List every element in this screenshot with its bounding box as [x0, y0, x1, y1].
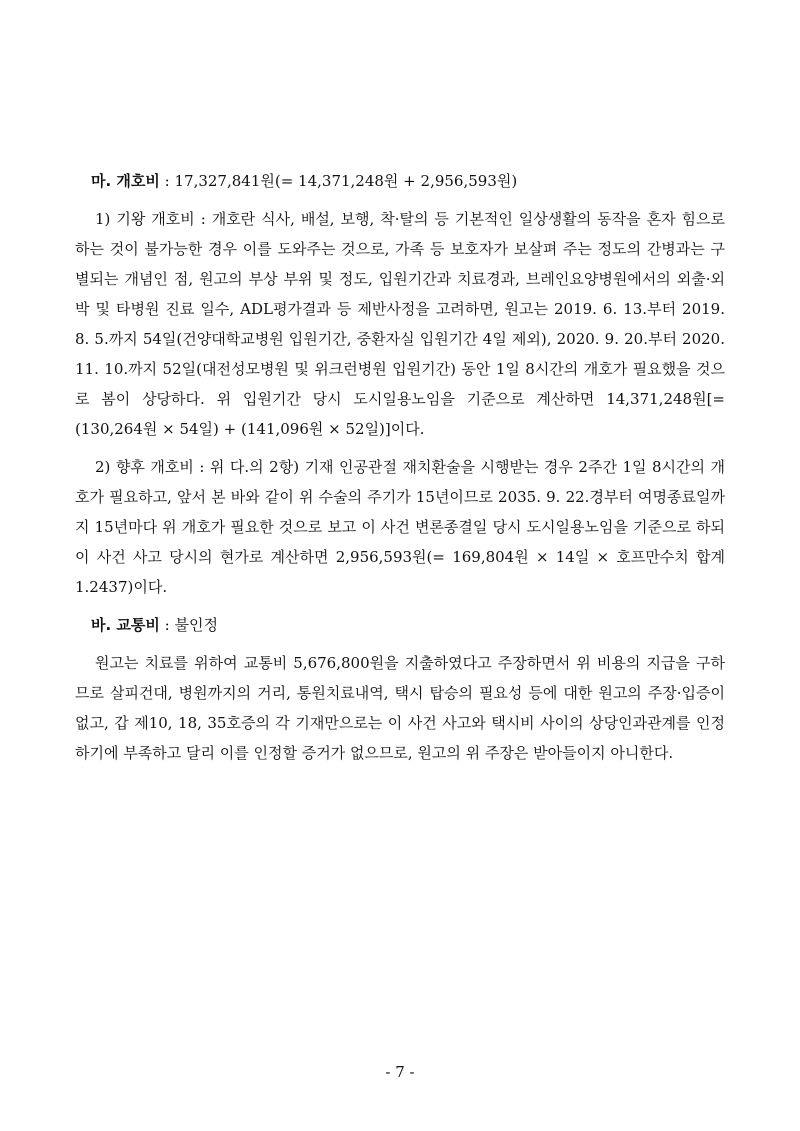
section-value: : 17,327,841원(= 14,371,248원 + 2,956,593원): [159, 172, 518, 190]
section-label: 바. 교통비: [91, 616, 160, 634]
section-heading-transport-cost: [75, 610, 725, 640]
section-label: 마. 개호비: [91, 172, 160, 190]
section-heading-nursing-cost: [75, 166, 725, 196]
paragraph-transport-cost: 원고는 치료를 위하여 교통비 5,676,800원을 지출하였다고 주장하면서 위 비용의 지급을 구하므로 살피건대, 병원까지의 거리, 통원치료내역, 택시 탑승의 필요성 등에 대한 원고의 주장·입증이 없고, 갑 제10, 18, 35호증의 각 기재만으로는 이 사건 사고와 택시비 사이의 상당인과관계를 인정하기에 부족하고 달리 이를 인정할 증거가 없으므로, 원고의 위 주장은 받아들이지 아니한다.: [75, 654, 726, 762]
paragraph-future-nursing-cost: 2) 향후 개호비 : 위 다.의 2항) 기재 인공관절 재치환술을 시행받는 경우 2주간 1일 8시간의 개호가 필요하고, 앞서 본 바와 같이 위 수술의 주기가 15년이므로 2035. 9. 22.경부터 여명종료일까지 15년마다 위 개호가 필요한 것으로 보고 이 사건 변론종결일 당시 도시일용노임을 기준으로 하되 이 사건 사고 당시의 현가로 계산하면 2,956,593원(= 169,804원 × 14일 × 호프만수치 합계 1.2437)이다.: [75, 458, 725, 596]
page-number: - 7 -: [385, 1063, 415, 1081]
paragraph-past-nursing-cost: 1) 기왕 개호비 : 개호란 식사, 배설, 보행, 착·탈의 등 기본적인 일상생활의 동작을 혼자 힘으로 하는 것이 불가능한 경우 이를 도와주는 것으로, 가족 등 보호자가 보살펴 주는 정도의 간병과는 구별되는 개념인 점, 원고의 부상 부위 및 정도, 입원기간과 치료경과, 브레인요양병원에서의 외출·외박 및 타병원 진료 일수, ADL평가결과 등 제반사정을 고려하면, 원고는 2019. 6. 13.부터 2019. 8. 5.까지 54일(건양대학교병원 입원기간, 중환자실 입원기간 4일 제외), 2020. 9. 20.부터 2020. 11. 10.까지 52일(대전성모병원 및 위크런병원 입원기간) 동안 1일 8시간의 개호가 필요했을 것으로 봄이 상당하다. 위 입원기간 당시 도시일용노임을 기준으로 계산하면 14,371,248원[= (130,264원 × 54일) + (141,096원 × 52일)]이다.: [75, 210, 725, 438]
page-body: [75, 166, 725, 776]
section-value: : 불인정: [159, 616, 218, 634]
